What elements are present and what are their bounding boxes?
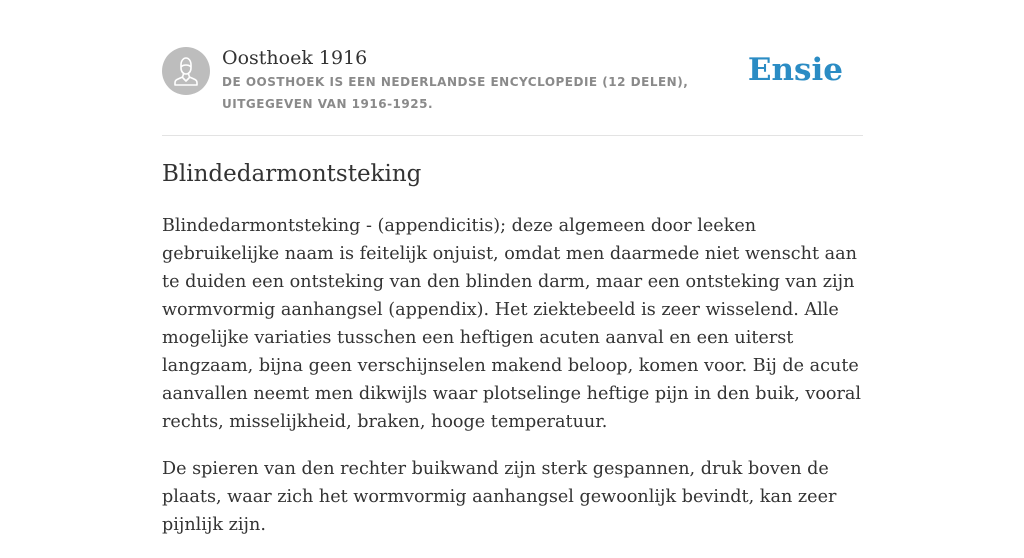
source-title[interactable]: Oosthoek 1916	[222, 47, 368, 69]
source-description: DE OOSTHOEK IS EEN NEDERLANDSE ENCYCLOPEDIE (12 DELEN), UITGEGEVEN VAN 1916-1925.	[222, 75, 689, 111]
source-header	[162, 0, 863, 136]
avatar[interactable]	[162, 47, 210, 95]
content-container	[162, 0, 863, 535]
user-placeholder-icon	[162, 47, 210, 95]
entry-paragraph: De spieren van den rechter buikwand zijn sterk gespannen, druk boven de plaats, waar zich het wormvormig aanhangsel gewoonlijk bevindt, kan zeer pijnlijk zijn.	[162, 459, 837, 535]
entry-title: Blindedarmontsteking	[162, 161, 422, 187]
entry-paragraph: Blindedarmontsteking - (appendicitis); deze algemeen door leeken gebruikelijke naam is feitelijk onjuist, omdat men daarmede niet wenscht aan te duiden een ontsteking van den blinden darm, maar een ontsteking van zijn wormvormig aanhangsel (appendix). Het ziektebeeld is zeer wisselend. Alle mogelijke variaties tusschen een heftigen acuten aanval en een uiterst langzaam, bijna geen verschijnselen makend beloop, komen voor. Bij de acute aanvallen neemt men dikwijls waar plotselinge heftige pijn in den buik, vooral rechts, misselijkheid, braken, hooge temperatuur.	[162, 216, 862, 432]
entry-body	[162, 212, 863, 558]
ensie-logo-link[interactable]: Ensie	[747, 52, 843, 88]
